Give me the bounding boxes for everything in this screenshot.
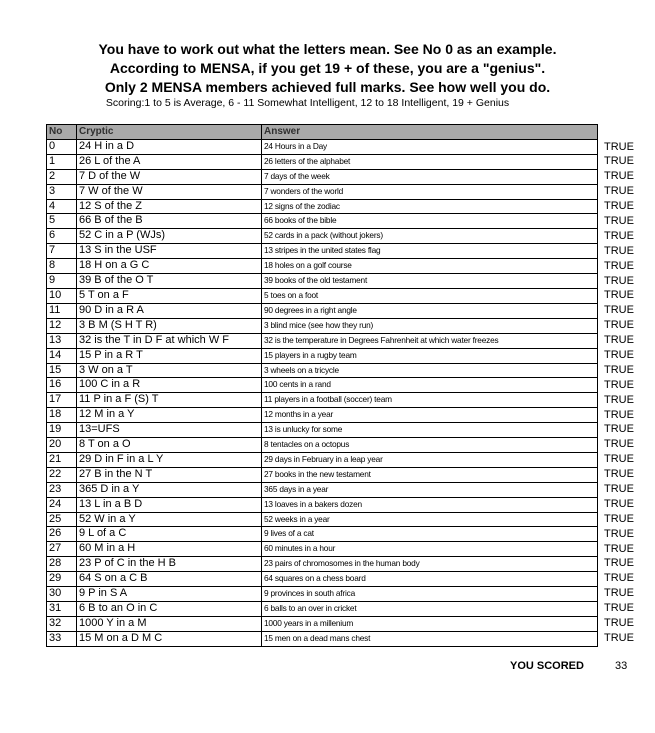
result-cell: TRUE [604,319,634,332]
result-cell: TRUE [604,482,634,495]
answer-cell[interactable]: 11 players in a football (soccer) team [262,393,598,408]
row-number[interactable]: 1 [47,154,77,169]
table-row [47,572,598,587]
cryptic-cell[interactable]: 52 C in a P (WJs) [77,229,262,244]
cryptic-cell[interactable]: 15 P in a R T [77,348,262,363]
result-cell: TRUE [604,423,634,436]
cryptic-cell[interactable]: 23 P of C in the H B [77,557,262,572]
table-row [47,512,598,527]
result-cell: TRUE [604,200,634,213]
result-column [604,140,644,646]
result-cell: TRUE [604,170,634,183]
table-row [47,288,598,303]
score-label: YOU SCORED [510,660,584,672]
result-cell: TRUE [604,408,634,421]
table-row [47,542,598,557]
answer-cell[interactable]: 39 books of the old testament [262,274,598,289]
result-cell: TRUE [604,289,634,302]
table-row [47,557,598,572]
table-row [47,452,598,467]
answer-cell[interactable]: 12 months in a year [262,408,598,423]
cryptic-cell[interactable]: 90 D in a R A [77,303,262,318]
row-number[interactable]: 18 [47,408,77,423]
score-area [510,660,628,672]
table-row [47,378,598,393]
cryptic-cell[interactable]: 29 D in F in a L Y [77,452,262,467]
cryptic-cell[interactable]: 13 S in the USF [77,244,262,259]
answer-cell[interactable]: 13 is unlucky for some [262,423,598,438]
row-number[interactable]: 19 [47,423,77,438]
cryptic-cell[interactable]: 1000 Y in a M [77,616,262,631]
table-header-row [47,125,598,140]
result-cell: TRUE [604,244,634,257]
row-number[interactable]: 27 [47,542,77,557]
instruction-line-2: According to MENSA, if you get 19 + of these, you are a "genius". [109,60,546,76]
answer-cell[interactable]: 12 signs of the zodiac [262,199,598,214]
result-cell: TRUE [604,185,634,198]
table-row [47,631,598,646]
table-row [47,527,598,542]
cryptic-cell[interactable]: 100 C in a R [77,378,262,393]
answer-cell[interactable]: 29 days in February in a leap year [262,452,598,467]
answer-cell[interactable]: 66 books of the bible [262,214,598,229]
answer-cell[interactable]: 52 cards in a pack (without jokers) [262,229,598,244]
cryptic-cell[interactable]: 60 M in a H [77,542,262,557]
result-cell: TRUE [604,542,634,555]
answer-cell[interactable]: 13 stripes in the united states flag [262,244,598,259]
row-number[interactable]: 15 [47,363,77,378]
cryptic-cell[interactable]: 3 B M (S H T R) [77,318,262,333]
row-number[interactable]: 31 [47,602,77,617]
result-cell: TRUE [604,363,634,376]
row-number[interactable]: 4 [47,199,77,214]
table-row [47,244,598,259]
row-number[interactable]: 21 [47,452,77,467]
row-number[interactable]: 3 [47,184,77,199]
result-cell: TRUE [604,438,634,451]
answer-cell[interactable]: 32 is the temperature in Degrees Fahrenheit at which water freezes [262,333,598,348]
table-row [47,229,598,244]
row-number[interactable]: 33 [47,631,77,646]
result-cell: TRUE [604,259,634,272]
column-header-cryptic: Cryptic [77,125,262,140]
answer-cell[interactable]: 15 players in a rugby team [262,348,598,363]
answer-cell[interactable]: 24 Hours in a Day [262,139,598,154]
table-row [47,467,598,482]
answer-cell[interactable]: 15 men on a dead mans chest [262,631,598,646]
cryptic-cell[interactable]: 24 H in a D [77,139,262,154]
answer-cell[interactable]: 9 lives of a cat [262,527,598,542]
table-row [47,139,598,154]
table-row [47,616,598,631]
table-row [47,333,598,348]
row-number[interactable]: 8 [47,259,77,274]
row-number[interactable]: 0 [47,139,77,154]
answer-cell[interactable]: 1000 years in a millenium [262,616,598,631]
cryptic-cell[interactable]: 13 L in a B D [77,497,262,512]
result-cell: TRUE [604,631,634,644]
result-cell: TRUE [604,155,634,168]
table-row [47,587,598,602]
cryptic-cell[interactable]: 9 P in S A [77,587,262,602]
row-number[interactable]: 6 [47,229,77,244]
cryptic-cell[interactable]: 7 D of the W [77,169,262,184]
table-row [47,423,598,438]
table-row [47,318,598,333]
row-number[interactable]: 13 [47,333,77,348]
cryptic-cell[interactable]: 5 T on a F [77,288,262,303]
result-cell: TRUE [604,334,634,347]
row-number[interactable]: 30 [47,587,77,602]
result-cell: TRUE [604,304,634,317]
row-number[interactable]: 22 [47,467,77,482]
result-cell: TRUE [604,527,634,540]
answer-cell[interactable]: 23 pairs of chromosomes in the human body [262,557,598,572]
cryptic-cell[interactable]: 15 M on a D M C [77,631,262,646]
answer-cell[interactable]: 365 days in a year [262,482,598,497]
table-row [47,438,598,453]
result-cell: TRUE [604,557,634,570]
table-row [47,497,598,512]
table-row [47,154,598,169]
answer-cell[interactable]: 8 tentacles on a octopus [262,438,598,453]
table-row [47,363,598,378]
table-row [47,169,598,184]
result-cell: TRUE [604,587,634,600]
row-number[interactable]: 32 [47,616,77,631]
result-cell: TRUE [604,453,634,466]
cryptic-cell[interactable]: 11 P in a F (S) T [77,393,262,408]
result-cell: TRUE [604,617,634,629]
table-row [47,184,598,199]
result-cell: TRUE [604,274,634,287]
row-number[interactable]: 14 [47,348,77,363]
result-cell: TRUE [604,512,634,525]
cryptic-cell[interactable]: 52 W in a Y [77,512,262,527]
answer-cell[interactable]: 6 balls to an over in cricket [262,602,598,617]
cryptic-cell[interactable]: 9 L of a C [77,527,262,542]
instruction-line-1: You have to work out what the letters mean. See No 0 as an example. [98,41,557,57]
instruction-line-3: Only 2 MENSA members achieved full marks. See how well you do. [104,79,551,95]
row-number[interactable]: 11 [47,303,77,318]
result-cell: TRUE [604,468,634,481]
row-number[interactable]: 29 [47,572,77,587]
table-row [47,602,598,617]
answer-cell[interactable]: 13 loaves in a bakers dozen [262,497,598,512]
result-cell: TRUE [604,348,634,361]
answer-cell[interactable]: 27 books in the new testament [262,467,598,482]
row-number[interactable]: 12 [47,318,77,333]
cryptic-cell[interactable]: 12 S of the Z [77,199,262,214]
result-cell: TRUE [604,140,634,153]
result-cell: TRUE [604,229,634,242]
cryptic-cell[interactable]: 39 B of the O T [77,274,262,289]
row-number[interactable]: 23 [47,482,77,497]
table-row [47,214,598,229]
answer-cell[interactable]: 7 days of the week [262,169,598,184]
cryptic-cell[interactable]: 3 W on a T [77,363,262,378]
table-row [47,348,598,363]
result-cell: TRUE [604,378,634,391]
table-row [47,408,598,423]
cryptic-cell[interactable]: 18 H on a G C [77,259,262,274]
table-row [47,274,598,289]
cryptic-cell[interactable]: 66 B of the B [77,214,262,229]
row-number[interactable]: 24 [47,497,77,512]
answer-cell[interactable]: 64 squares on a chess board [262,572,598,587]
table-row [47,199,598,214]
cryptic-cell[interactable]: 32 is the T in D F at which W F [77,333,262,348]
column-header-no: No [47,125,77,140]
row-number[interactable]: 16 [47,378,77,393]
row-number[interactable]: 26 [47,527,77,542]
row-number[interactable]: 2 [47,169,77,184]
scoring-note: Scoring:1 to 5 is Average, 6 - 11 Somewhat Intelligent, 12 to 18 Intelligent, 19 + Genius [105,97,510,109]
score-value: 33 [615,660,628,672]
answer-cell[interactable]: 9 provinces in south africa [262,587,598,602]
table-row [47,393,598,408]
quiz-table [46,124,598,647]
answer-cell[interactable]: 52 weeks in a year [262,512,598,527]
cryptic-cell[interactable]: 6 B to an O in C [77,602,262,617]
row-number[interactable]: 17 [47,393,77,408]
answer-cell[interactable]: 3 blind mice (see how they run) [262,318,598,333]
table-row [47,259,598,274]
column-header-answer: Answer [262,125,598,140]
cryptic-cell[interactable]: 365 D in a Y [77,482,262,497]
cryptic-cell[interactable]: 13=UFS [77,423,262,438]
row-number[interactable]: 25 [47,512,77,527]
cryptic-cell[interactable]: 64 S on a C B [77,572,262,587]
result-cell: TRUE [604,214,634,227]
result-cell: TRUE [604,497,634,510]
result-cell: TRUE [604,572,634,585]
row-number[interactable]: 9 [47,274,77,289]
cryptic-cell[interactable]: 8 T on a O [77,438,262,453]
answer-cell[interactable]: 60 minutes in a hour [262,542,598,557]
answer-cell[interactable]: 90 degrees in a right angle [262,303,598,318]
row-number[interactable]: 28 [47,557,77,572]
cryptic-cell[interactable]: 7 W of the W [77,184,262,199]
answer-cell[interactable]: 26 letters of the alphabet [262,154,598,169]
table-row [47,303,598,318]
result-cell: TRUE [604,602,634,615]
cryptic-cell[interactable]: 26 L of the A [77,154,262,169]
cryptic-cell[interactable]: 12 M in a Y [77,408,262,423]
result-cell: TRUE [604,393,634,406]
answer-cell[interactable]: 100 cents in a rand [262,378,598,393]
row-number[interactable]: 7 [47,244,77,259]
answer-cell[interactable]: 3 wheels on a tricycle [262,363,598,378]
answer-cell[interactable]: 7 wonders of the world [262,184,598,199]
row-number[interactable]: 5 [47,214,77,229]
answer-cell[interactable]: 18 holes on a golf course [262,259,598,274]
row-number[interactable]: 20 [47,438,77,453]
cryptic-cell[interactable]: 27 B in the N T [77,467,262,482]
row-number[interactable]: 10 [47,288,77,303]
table-row [47,482,598,497]
answer-cell[interactable]: 5 toes on a foot [262,288,598,303]
